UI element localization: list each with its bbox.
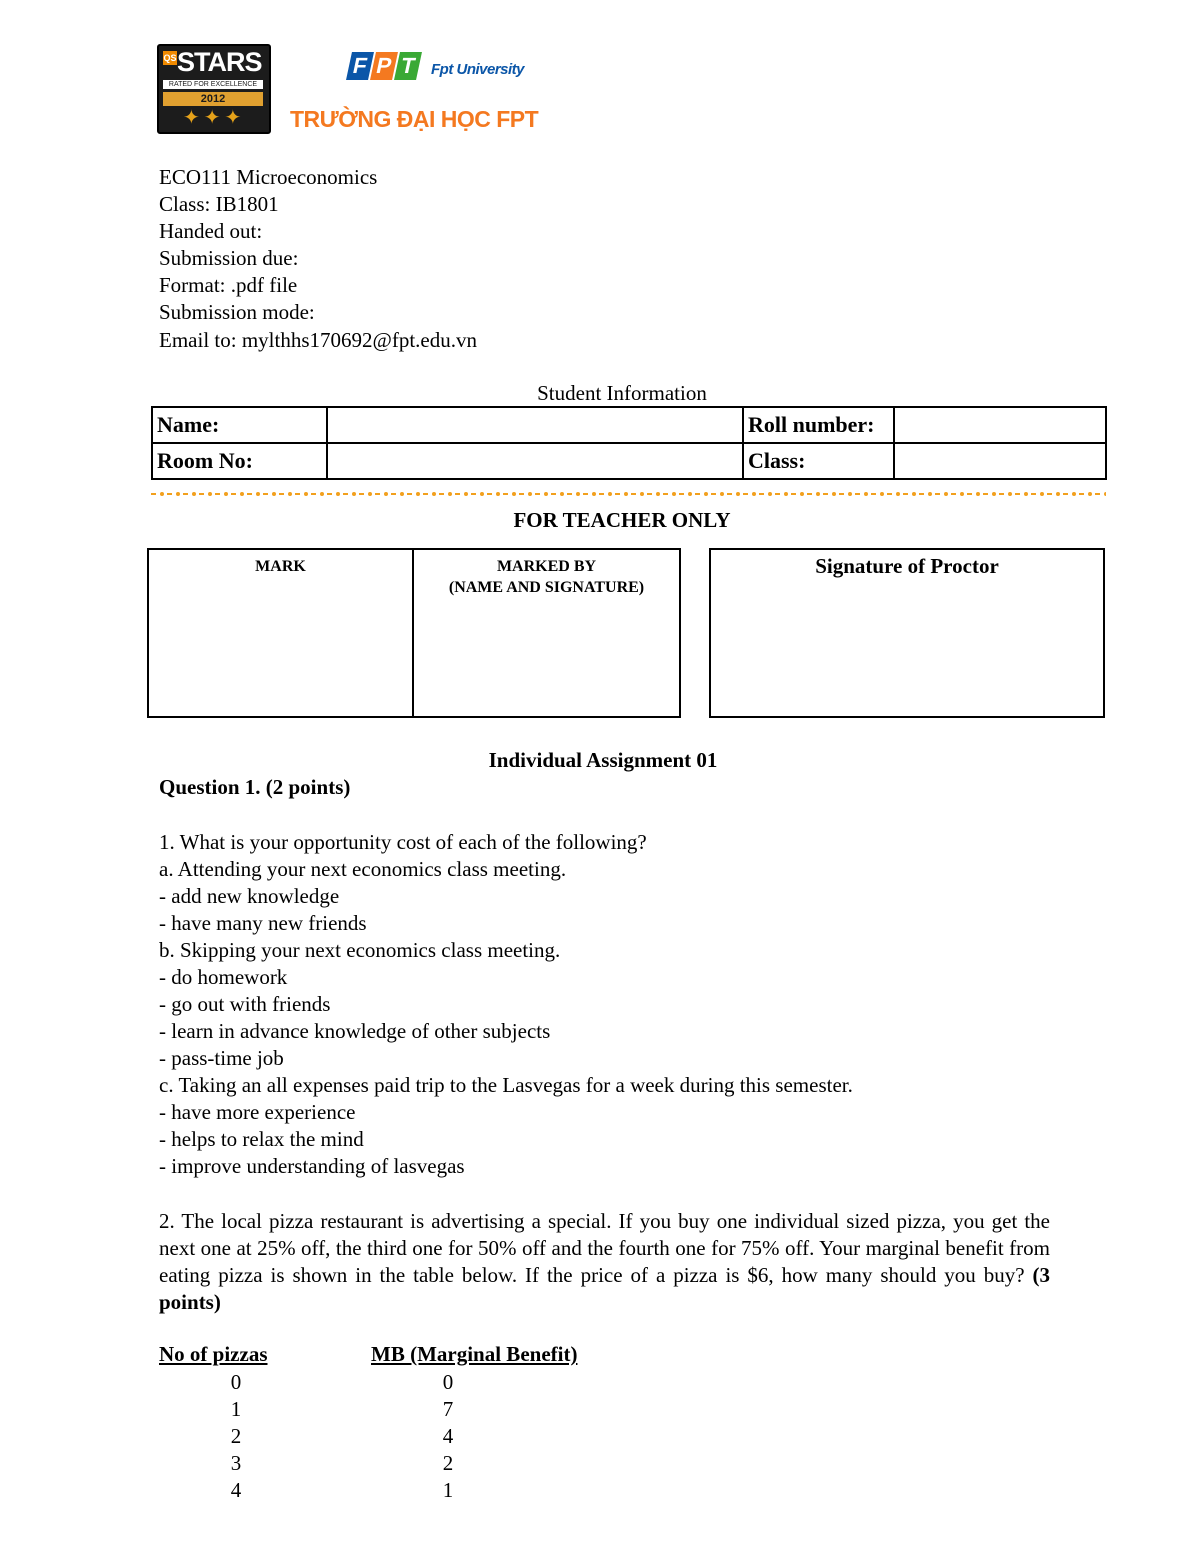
name-field[interactable] [327,407,743,443]
class-label: Class: [743,443,894,479]
table-cell-mb: 7 [442,1397,454,1421]
school-name: TRƯỜNG ĐẠI HỌC FPT [290,106,539,132]
fpt-letter-t: T [394,52,422,80]
decorative-divider [151,489,1106,499]
class-field[interactable] [894,443,1106,479]
answer-line: - have many new friends [159,911,367,935]
class-line: Class: IB1801 [159,192,279,216]
table-cell-mb: 2 [442,1451,454,1475]
roll-number-field[interactable] [894,407,1106,443]
course-title: ECO111 Microeconomics [159,165,378,189]
question-2-points: (3 points) [159,1263,1050,1314]
room-no-label: Room No: [152,443,327,479]
fpt-university-name: Fpt University [431,61,525,78]
table-cell-pizzas: 0 [230,1370,242,1394]
email-line: Email to: mylthhs170692@fpt.edu.vn [159,328,477,352]
mark-label: MARK [255,558,306,575]
table-cell-mb: 1 [442,1478,454,1502]
marked-by-cell [414,550,679,716]
table-cell-pizzas: 1 [230,1397,242,1421]
answer-line: - pass-time job [159,1046,284,1070]
fpt-letter-f: F [346,52,374,80]
table-cell-pizzas: 3 [230,1451,242,1475]
table-header-mb: MB (Marginal Benefit) [371,1342,578,1366]
room-no-field[interactable] [327,443,743,479]
submission-due-line: Submission due: [159,246,299,270]
answer-line: - add new knowledge [159,884,340,908]
qs-stars-logo [157,44,270,132]
qs-stars-text: STARS [177,47,262,77]
handed-out-line: Handed out: [159,219,263,243]
table-cell-mb: 0 [442,1370,454,1394]
marked-by-sub-label: (NAME AND SIGNATURE) [448,579,645,596]
roll-number-label: Roll number: [743,407,894,443]
marked-by-label: MARKED BY [496,558,597,575]
proctor-signature-box [709,548,1105,718]
submission-mode-line: Submission mode: [159,300,315,324]
table-cell-pizzas: 2 [230,1424,242,1448]
answer-line: - helps to relax the mind [159,1127,364,1151]
answer-line: - improve understanding of lasvegas [159,1154,465,1178]
answer-line: - have more experience [159,1100,356,1124]
mark-cell [149,550,414,716]
qs-badge: QS [163,53,177,63]
qs-logo-box [157,44,271,134]
name-label: Name: [152,407,327,443]
question-line: a. Attending your next economics class meeting. [159,857,567,881]
format-line: Format: .pdf file [159,273,298,297]
teacher-only-title: FOR TEACHER ONLY [513,508,731,532]
qs-year: 2012 [163,92,263,106]
mark-box [147,548,681,718]
student-info-title: Student Information [537,381,707,405]
question-line: b. Skipping your next economics class meeting. [159,938,561,962]
question-line: c. Taking an all expenses paid trip to the Lasvegas for a week during this semester. [159,1073,853,1097]
answer-line: - learn in advance knowledge of other subjects [159,1019,551,1043]
question-2-paragraph [159,1208,1050,1316]
assignment-title: Individual Assignment 01 [488,748,718,772]
student-info-table [151,406,1107,480]
table-cell-pizzas: 4 [230,1478,242,1502]
table-header-pizzas: No of pizzas [159,1342,268,1366]
proctor-label: Signature of Proctor [815,554,999,578]
qs-tagline: RATED FOR EXCELLENCE [163,80,263,89]
fpt-letter-p: P [370,52,398,80]
table-cell-mb: 4 [442,1424,454,1448]
answer-line: - do homework [159,965,288,989]
answer-line: - go out with friends [159,992,331,1016]
qs-rating-stars-icon: ✦✦✦ [183,107,246,129]
question-2-text: 2. The local pizza restaurant is advertising a special. If you buy one individual sized pizza, you get the next one at 25% off, the third one for 50% off and the fourth one for 75% off. Your marginal benefit from eating pizza is shown in the table below. If the price of a pizza is $6, how many should you buy? [159,1209,1050,1287]
question-1-heading: Question 1. (2 points) [159,775,351,799]
fpt-university-logo [345,52,545,90]
question-line: 1. What is your opportunity cost of each of the following? [159,830,647,854]
